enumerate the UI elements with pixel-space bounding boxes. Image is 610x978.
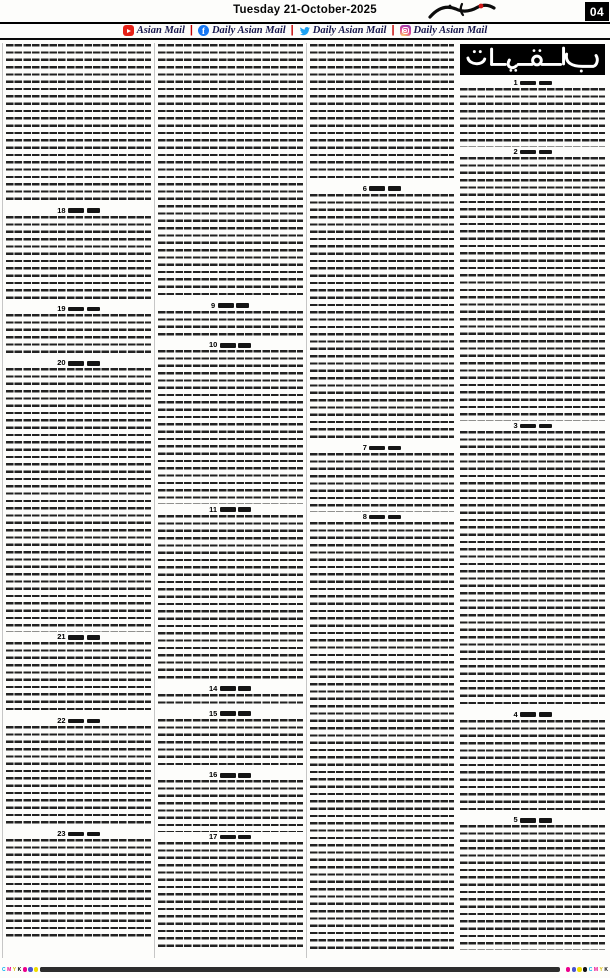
- body-text-block: [158, 44, 303, 300]
- social-label: Asian Mail: [136, 25, 185, 36]
- urdu-word-baqiya: [87, 635, 100, 640]
- right-column: [457, 43, 608, 958]
- urdu-word-number: [369, 446, 385, 451]
- body-text-block: [460, 720, 605, 815]
- section-number: 15: [208, 708, 218, 718]
- registration-dot: [28, 967, 32, 971]
- section-heading: [310, 513, 455, 521]
- urdu-word-number: [68, 635, 84, 640]
- urdu-word-baqiya: [539, 712, 552, 717]
- urdu-word-baqiya: [238, 343, 251, 348]
- body-text-block: [310, 522, 455, 954]
- urdu-word-baqiya: [539, 150, 552, 155]
- urdu-word-number: [220, 835, 236, 840]
- registration-strip: [2, 965, 608, 974]
- cmyk-letter: C: [588, 966, 593, 973]
- cmyk-letter: Y: [12, 966, 17, 973]
- section-number: 23: [57, 828, 66, 838]
- section-heading: [158, 710, 303, 718]
- registration-bar: [40, 967, 560, 972]
- separator: |: [391, 24, 395, 36]
- urdu-word-number: [220, 686, 236, 691]
- body-text-block: [6, 314, 151, 358]
- columns-region: [2, 43, 608, 958]
- social-bar: [0, 24, 610, 37]
- urdu-word-number: [520, 712, 536, 717]
- section-number: 6: [362, 183, 367, 193]
- section-number: 17: [208, 832, 218, 842]
- section-heading: [310, 185, 455, 193]
- section-heading: [460, 79, 605, 87]
- baqiyat-banner-calligraphy: [464, 46, 602, 73]
- section-number: 3: [513, 421, 518, 431]
- urdu-word-number: [220, 711, 236, 716]
- section-number: 5: [513, 815, 518, 825]
- body-text-block: [460, 157, 605, 421]
- urdu-word-number: [68, 307, 84, 312]
- registration-dot: [572, 967, 576, 971]
- social-link-instagram[interactable]: [400, 25, 488, 36]
- registration-dot: [583, 967, 587, 971]
- section-number: 18: [57, 205, 66, 215]
- left-column: [2, 43, 154, 958]
- body-text-block: [158, 842, 303, 952]
- urdu-word-baqiya: [539, 424, 552, 429]
- section-heading: [6, 305, 151, 313]
- urdu-word-baqiya: [238, 711, 251, 716]
- cmyk-letter: C: [2, 966, 6, 973]
- registration-marks-left: [2, 965, 44, 974]
- body-text-block: [158, 350, 303, 504]
- urdu-word-baqiya: [87, 832, 100, 837]
- body-text-block: [6, 726, 151, 828]
- cmyk-letter: M: [7, 966, 12, 973]
- twitter-icon: [299, 25, 310, 36]
- section-number: 10: [208, 340, 218, 350]
- registration-dot: [566, 967, 570, 971]
- page-number-badge: 04: [585, 2, 609, 21]
- section-number: 14: [208, 683, 218, 693]
- continuation-banner: [460, 44, 605, 75]
- body-text-block: [6, 368, 151, 632]
- section-number: 9: [211, 300, 216, 310]
- body-text-block: [310, 194, 455, 443]
- center-right-column: [306, 43, 458, 958]
- section-heading: [158, 506, 303, 514]
- social-label: Daily Asian Mail: [211, 25, 286, 36]
- urdu-word-baqiya: [238, 507, 251, 512]
- urdu-word-number: [68, 208, 84, 213]
- section-number: 11: [209, 504, 218, 514]
- section-number: 21: [57, 632, 66, 642]
- urdu-word-baqiya: [236, 303, 249, 308]
- instagram-icon: [400, 25, 411, 36]
- youtube-icon: [123, 25, 134, 36]
- body-text-block: [158, 719, 303, 770]
- header-rule-bottom: [0, 38, 610, 40]
- social-link-facebook[interactable]: [198, 25, 286, 36]
- section-heading: [6, 207, 151, 215]
- section-heading: [158, 302, 303, 310]
- cmyk-letter: Y: [599, 966, 603, 973]
- urdu-word-baqiya: [238, 835, 251, 840]
- urdu-word-number: [520, 150, 536, 155]
- body-text-block: [310, 44, 455, 183]
- urdu-word-number: [520, 818, 536, 823]
- separator: |: [290, 24, 294, 36]
- section-heading: [6, 359, 151, 367]
- section-heading: [6, 830, 151, 838]
- urdu-word-number: [369, 515, 385, 520]
- section-number: 8: [362, 512, 367, 521]
- urdu-word-number: [220, 507, 236, 512]
- social-link-youtube[interactable]: [123, 25, 185, 36]
- section-heading: [6, 633, 151, 641]
- urdu-word-baqiya: [238, 773, 251, 778]
- section-heading: [460, 422, 605, 430]
- urdu-word-number: [68, 832, 84, 837]
- section-number: 22: [57, 715, 66, 725]
- social-link-twitter[interactable]: [299, 25, 387, 36]
- section-heading: [6, 717, 151, 725]
- urdu-word-baqiya: [87, 719, 100, 724]
- body-text-block: [158, 311, 303, 340]
- body-text-block: [158, 515, 303, 683]
- body-text-block: [6, 44, 151, 205]
- social-label: Daily Asian Mail: [413, 25, 488, 36]
- body-text-block: [6, 216, 151, 304]
- cmyk-letter: K: [17, 966, 22, 973]
- urdu-word-baqiya: [87, 361, 100, 366]
- urdu-word-baqiya: [539, 818, 552, 823]
- section-heading: [460, 711, 605, 719]
- registration-marks-right: [566, 965, 608, 974]
- urdu-word-number: [520, 424, 536, 429]
- registration-dot: [577, 967, 581, 971]
- section-number: 4: [513, 709, 518, 719]
- section-heading: [460, 816, 605, 824]
- section-heading: [158, 833, 303, 841]
- body-text-block: [460, 431, 605, 709]
- section-heading: [310, 444, 455, 452]
- date-text: Tuesday 21-October-2025: [233, 4, 377, 16]
- section-heading: [158, 685, 303, 693]
- section-number: 2: [513, 147, 518, 157]
- urdu-word-baqiya: [539, 81, 552, 86]
- facebook-icon: f: [198, 25, 209, 36]
- urdu-word-baqiya: [238, 686, 251, 691]
- urdu-word-number: [218, 303, 234, 308]
- urdu-word-baqiya: [388, 515, 401, 520]
- body-text-block: [460, 88, 605, 147]
- section-number: 7: [362, 442, 367, 452]
- cmyk-letter: K: [604, 966, 608, 973]
- body-text-block: [6, 642, 151, 715]
- section-heading: [158, 341, 303, 349]
- section-number: 1: [513, 78, 518, 87]
- urdu-word-number: [520, 81, 536, 86]
- social-label: Daily Asian Mail: [312, 25, 387, 36]
- urdu-word-number: [68, 719, 84, 724]
- center-left-column: [154, 43, 306, 958]
- urdu-word-number: [220, 773, 236, 778]
- separator: |: [189, 24, 193, 36]
- body-text-block: [158, 694, 303, 709]
- section-number: 19: [57, 303, 66, 313]
- header-bar: [0, 0, 610, 22]
- section-number: 20: [57, 358, 66, 368]
- masthead-logo: [426, 1, 498, 22]
- registration-dot: [23, 967, 27, 971]
- urdu-word-baqiya: [388, 446, 401, 451]
- section-heading: [460, 148, 605, 156]
- urdu-word-baqiya: [87, 208, 100, 213]
- urdu-word-baqiya: [87, 307, 100, 312]
- urdu-word-number: [68, 361, 84, 366]
- urdu-word-baqiya: [388, 186, 401, 191]
- registration-dot: [34, 967, 38, 971]
- body-text-block: [158, 780, 303, 831]
- urdu-word-number: [220, 343, 236, 348]
- body-text-block: [310, 453, 455, 512]
- body-text-block: [460, 825, 605, 949]
- body-text-block: [6, 839, 151, 941]
- section-number: 16: [208, 770, 218, 780]
- cmyk-letter: M: [593, 966, 599, 973]
- urdu-word-number: [369, 186, 385, 191]
- section-heading: [158, 771, 303, 779]
